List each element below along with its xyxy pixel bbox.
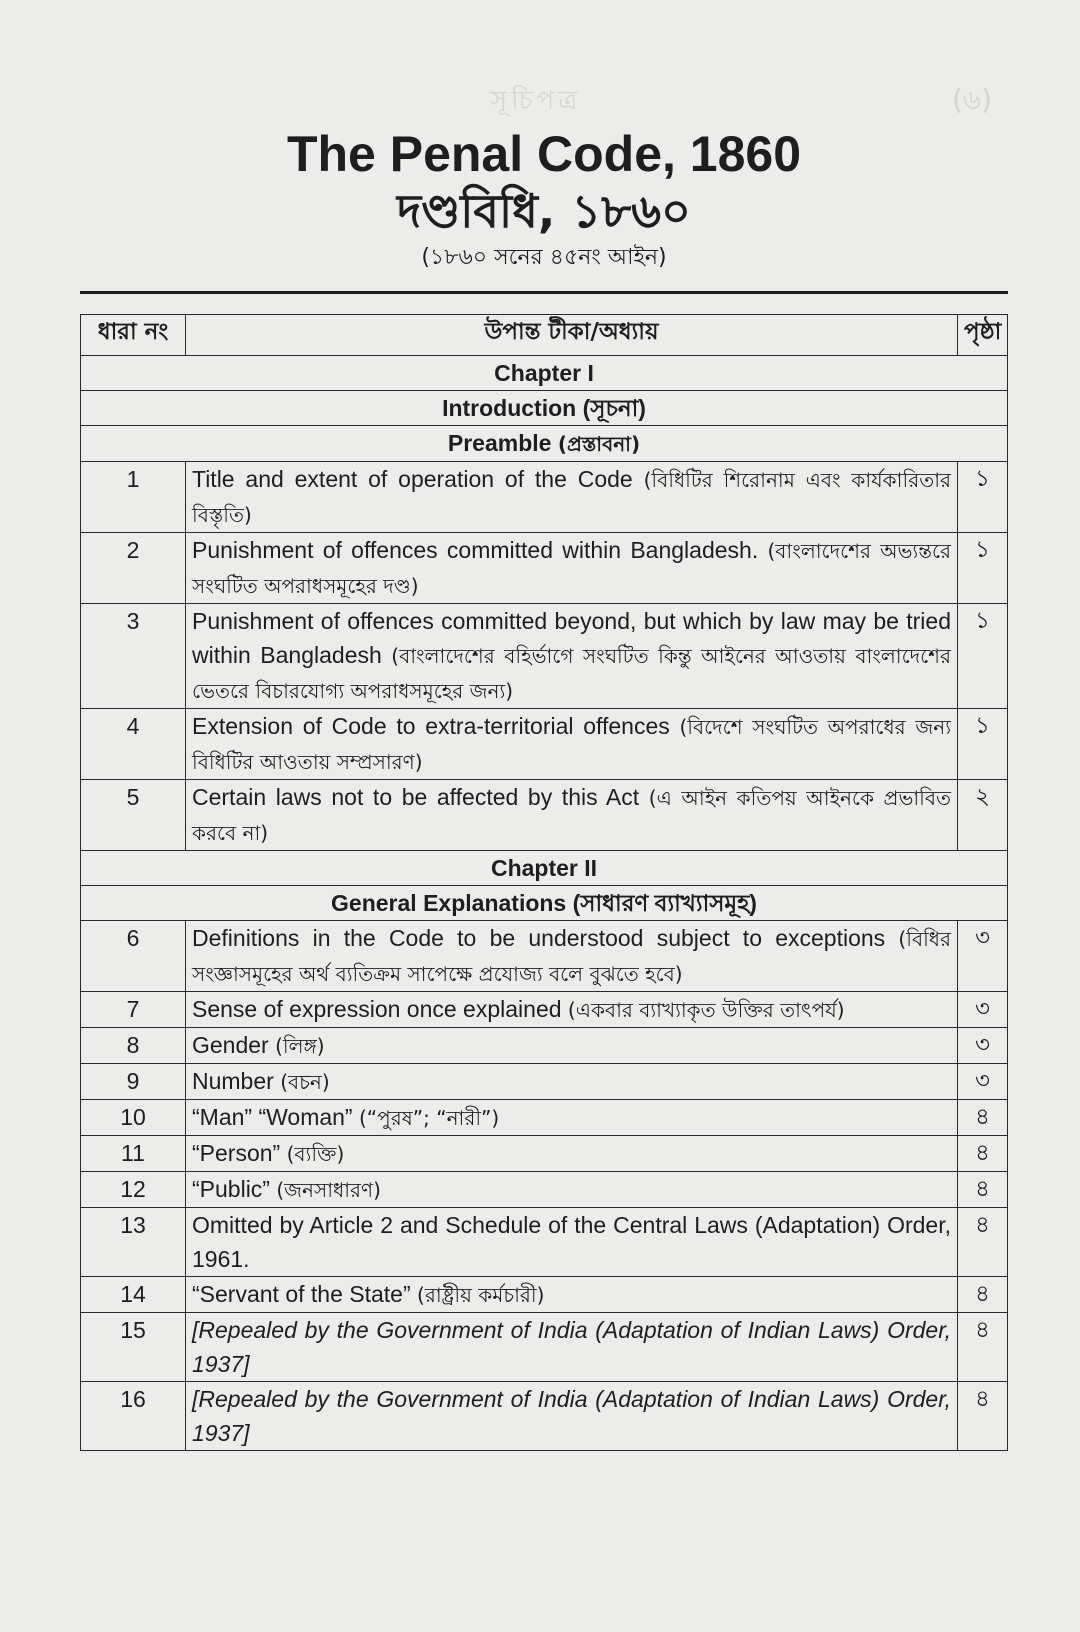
section-title: [186, 1277, 958, 1313]
page-number: ৩: [958, 1028, 1008, 1064]
header-section: ধারা নং: [81, 315, 186, 356]
section-title-bn: (বিধির সংজ্ঞাসমূহের অর্থ ব্যতিক্রম সাপেক্ষে প্রযোজ্য বলে বুঝতে হবে): [192, 927, 952, 986]
section-title-en: “Servant of the State”: [192, 1281, 411, 1307]
section-number: 13: [81, 1208, 186, 1277]
table-header-row: [81, 315, 1008, 356]
toc-row: [81, 780, 1008, 851]
running-title-bleed: সূচিপত্র: [490, 86, 582, 116]
page-number: ১: [958, 462, 1008, 533]
toc-row: [81, 1136, 1008, 1172]
toc-row: [81, 604, 1008, 709]
toc-row: [81, 462, 1008, 533]
page-number: ১: [958, 604, 1008, 709]
toc-row: [81, 533, 1008, 604]
page-number: ৪: [958, 1277, 1008, 1313]
section-number: 14: [81, 1277, 186, 1313]
section-title-en: Definitions in the Code to be understood subject to exceptions: [192, 925, 886, 951]
toc-row: [81, 1064, 1008, 1100]
title-bengali: দণ্ডবিধি, ১৮৬০: [397, 184, 691, 238]
section-title-bn: (লিঙ্গ): [275, 1034, 325, 1058]
section-title: [186, 604, 958, 709]
section-title-bn: (বাংলাদেশের অভ্যন্তরে সংঘটিত অপরাধসমূহের দণ্ড): [192, 539, 952, 598]
header-title: উপান্ত টীকা/অধ্যায়: [186, 315, 958, 356]
toc-row: [81, 1208, 1008, 1277]
page-number: ৩: [958, 992, 1008, 1028]
section-number: 16: [81, 1382, 186, 1451]
top-rule: [80, 291, 1008, 294]
preamble-row: [81, 426, 1008, 462]
section-number: 15: [81, 1313, 186, 1382]
section-title: [186, 462, 958, 533]
section-number: 4: [81, 709, 186, 780]
section-number: 2: [81, 533, 186, 604]
chapter-2-label-row: [81, 851, 1008, 886]
section-number: 1: [81, 462, 186, 533]
section-title-en: “Public”: [192, 1176, 270, 1202]
section-number: 6: [81, 921, 186, 992]
section-title-en: Number: [192, 1068, 274, 1094]
section-title-en: Sense of expression once explained: [192, 996, 562, 1022]
page-number: ৪: [958, 1136, 1008, 1172]
chapter-2-title-en: General Explanations: [331, 890, 567, 916]
page-number: ৩: [958, 1064, 1008, 1100]
toc-row: [81, 1313, 1008, 1382]
section-title-en: [Repealed by the Government of India (Adaptation of Indian Laws) Order, 1937]: [192, 1386, 951, 1446]
chapter-2-title-bn: (সাধারণ ব্যাখ্যাসমূহ): [572, 890, 757, 916]
page-number: ৪: [958, 1208, 1008, 1277]
section-title: [186, 1313, 958, 1382]
section-number: 9: [81, 1064, 186, 1100]
section-number: 7: [81, 992, 186, 1028]
section-title-bn: (বাংলাদেশের বহির্ভাগে সংঘটিত কিন্তু আইনের আওতায় বাংলাদেশের ভেতরে বিচারযোগ্য অপরাধসমূহের জন্য): [192, 644, 952, 703]
page-number: ১: [958, 533, 1008, 604]
page-number-bleed: (৬): [952, 83, 993, 116]
section-number: 12: [81, 1172, 186, 1208]
section-title: [186, 1208, 958, 1277]
chapter-2-title-row: [81, 886, 1008, 921]
page-number: ১: [958, 709, 1008, 780]
title-block: [80, 126, 1008, 276]
page-number: ৩: [958, 921, 1008, 992]
section-title-bn: (রাষ্ট্রীয় কর্মচারী): [417, 1283, 545, 1307]
preamble: [81, 426, 1008, 462]
section-title-en: Punishment of offences committed beyond, but which by law may be tried within Bangladesh: [192, 608, 951, 668]
section-title-bn: (এ আইন কতিপয় আইনকে প্রভাবিত করবে না): [192, 786, 952, 845]
section-title-en: Title and extent of operation of the Code: [192, 466, 633, 492]
toc-row: [81, 1028, 1008, 1064]
section-title: [186, 1382, 958, 1451]
section-title: [186, 533, 958, 604]
section-title-en: Extension of Code to extra-territorial offences: [192, 713, 670, 739]
act-number: (১৮৬০ সনের ৪৫নং আইন): [421, 245, 667, 270]
section-title: [186, 1136, 958, 1172]
toc-row: [81, 709, 1008, 780]
page-number: ৪: [958, 1382, 1008, 1451]
section-title: [186, 992, 958, 1028]
section-title-bn: (বিদেশে সংঘটিত অপরাধের জন্য বিধিটির আওতায় সম্প্রসারণ): [192, 715, 951, 774]
section-title-en: Punishment of offences committed within Bangladesh.: [192, 537, 759, 563]
chapter-1-label-row: [81, 356, 1008, 391]
section-number: 11: [81, 1136, 186, 1172]
contents-table: [80, 314, 1008, 1451]
header-page: পৃষ্ঠা: [958, 315, 1008, 356]
chapter-2-title: [81, 886, 1008, 921]
section-title-bn: (“পুরষ”; “নারী”): [359, 1106, 500, 1130]
chapter-1-title: [81, 391, 1008, 426]
toc-row: [81, 1382, 1008, 1451]
section-title-en: Gender: [192, 1032, 269, 1058]
section-number: 3: [81, 604, 186, 709]
chapter-1-title-en: Introduction: [442, 395, 577, 421]
page-number: ৪: [958, 1172, 1008, 1208]
section-title: [186, 1172, 958, 1208]
section-title-en: Omitted by Article 2 and Schedule of the Central Laws (Adaptation) Order, 1961.: [192, 1212, 951, 1272]
chapter-1-label: Chapter I: [81, 356, 1008, 391]
section-title-bn: (বচন): [280, 1070, 330, 1094]
section-title-bn: (একবার ব্যাখ্যাকৃত উক্তির তাৎপর্য): [567, 998, 845, 1022]
section-title-bn: (জনসাধারণ): [276, 1178, 381, 1202]
page-number: ৪: [958, 1313, 1008, 1382]
preamble-en: Preamble: [447, 430, 552, 456]
section-title-en: [Repealed by the Government of India (Adaptation of Indian Laws) Order, 1937]: [192, 1317, 951, 1377]
section-title-bn: (বিধিটির শিরোনাম এবং কার্যকারিতার বিস্তৃতি): [192, 468, 952, 527]
section-number: 5: [81, 780, 186, 851]
toc-row: [81, 992, 1008, 1028]
page-number: ৪: [958, 1100, 1008, 1136]
preamble-bn: (প্রস্তাবনা): [557, 432, 641, 456]
toc-row: [81, 1172, 1008, 1208]
section-title: [186, 780, 958, 851]
chapter-1-title-bn: (সূচনা): [582, 395, 646, 421]
section-title: [186, 1028, 958, 1064]
section-title: [186, 921, 958, 992]
title-english: The Penal Code, 1860: [286, 126, 802, 182]
toc-row: [81, 1277, 1008, 1313]
section-title-en: Certain laws not to be affected by this Act: [192, 784, 640, 810]
section-title-en: “Man” “Woman”: [192, 1104, 353, 1130]
section-title: [186, 1064, 958, 1100]
section-title: [186, 1100, 958, 1136]
section-title-bn: (ব্যক্তি): [286, 1142, 345, 1166]
section-title-en: “Person”: [192, 1140, 281, 1166]
chapter-1-title-row: [81, 391, 1008, 426]
chapter-2-label: Chapter II: [81, 851, 1008, 886]
section-title: [186, 709, 958, 780]
page-number: ২: [958, 780, 1008, 851]
section-number: 10: [81, 1100, 186, 1136]
section-number: 8: [81, 1028, 186, 1064]
toc-row: [81, 921, 1008, 992]
toc-row: [81, 1100, 1008, 1136]
